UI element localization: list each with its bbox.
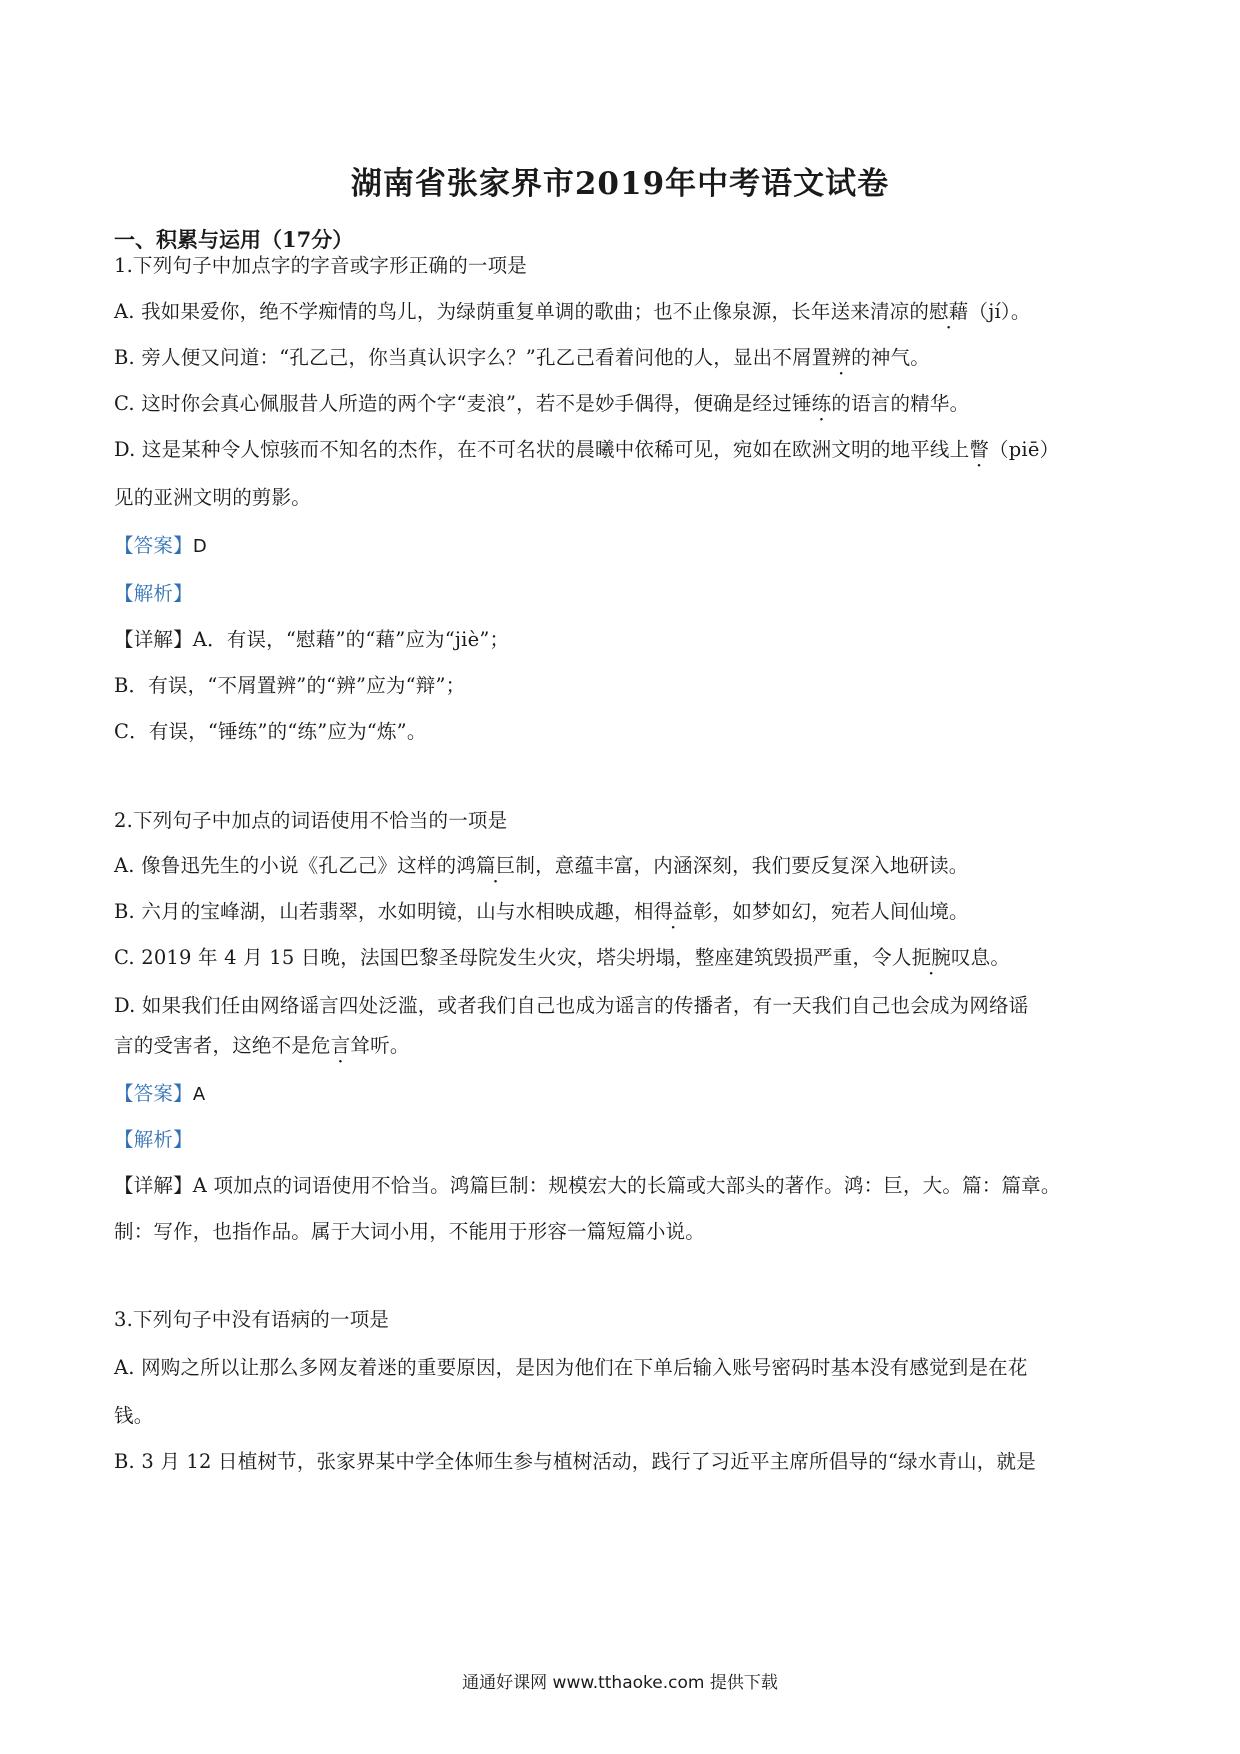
question-1-stem: 1.下列句子中加点字的字音或字形正确的一项是 [114,254,528,277]
question-2-option-d-continued: 言的受害者，这绝不是危言耸听。 [114,1034,410,1057]
question-1-option-d: D. 这是某种令人惊骇而不知名的杰作，在不可名状的晨曦中依稀可见，宛如在欧洲文明的地平线上瞥（piē） [114,438,1060,461]
dotted-text: 鸿篇巨制 [456,854,536,877]
question-3-stem: 3.下列句子中没有语病的一项是 [114,1308,390,1331]
dotted-text: 辨 [831,346,852,369]
question-1-option-d-continued: 见的亚洲文明的剪影。 [114,486,312,509]
question-2-option-c: C. 2019 年 4 月 15 日晚，法国巴黎圣母院发生火灾，塔尖坍塌，整座建筑毁损严重，令人扼腕叹息。 [114,946,1011,969]
dotted-text: 扼腕 [911,946,951,969]
analysis-label: 【解析】 [114,1128,193,1151]
page-title: 湖南省张家界市2019年中考语文试卷 [350,166,890,202]
question-1-option-b: B. 旁人便又问道：“孔乙己，你当真认识字么？”孔乙己看着问他的人，显出不屑置辨的神气。 [114,346,930,369]
question-3-option-a-continued: 钱。 [114,1404,154,1427]
question-2-option-d: D. 如果我们任由网络谣言四处泛滥，或者我们自己也成为谣言的传播者，有一天我们自己也会成为网络谣 [114,994,1029,1017]
section-heading: 一、积累与运用（17分） [114,227,354,252]
question-2-option-a: A. 像鲁迅先生的小说《孔乙己》这样的鸿篇巨制，意蕴丰富，内涵深刻，我们要反复深入地研读。 [114,854,969,877]
dotted-text: 练 [811,392,832,415]
answer-label: 【答案】 [114,1082,193,1105]
question-3-option-a: A. 网购之所以让那么多网友着迷的重要原因，是因为他们在下单后输入账号密码时基本没有感觉到是在花 [114,1356,1028,1379]
answer-line [114,1078,205,1106]
dotted-text: 相得益彰 [633,900,713,923]
answer-value: A [192,1084,206,1105]
dotted-text: 瞥 [969,438,990,461]
footer-text: 通通好课网 www.tthaoke.com 提供下载 [462,1673,778,1693]
question-1-option-c: C. 这时你会真心佩服昔人所造的两个字“麦浪”，若不是妙手偶得，便确是经过锤练的语言的精华。 [114,392,970,415]
question-2-stem: 2.下列句子中加点的词语使用不恰当的一项是 [114,809,508,832]
dotted-text: 危言耸 [311,1034,371,1057]
analysis-label: 【解析】 [114,582,193,605]
dotted-text: 慰藉 [929,300,969,323]
question-1-option-a: A. 我如果爱你，绝不学痴情的鸟儿，为绿荫重复单调的歌曲；也不止像泉源，长年送来清凉的慰藉（jí）。 [114,300,1031,323]
detail-text: 制：写作，也指作品。属于大词小用，不能用于形容一篇短篇小说。 [114,1220,706,1243]
question-2-option-b: B. 六月的宝峰湖，山若翡翠，水如明镜，山与水相映成趣，相得益彰，如梦如幻，宛若人间仙境。 [114,900,969,923]
answer-value: D [192,536,207,557]
detail-text: 【详解】A 项加点的词语使用不恰当。鸿篇巨制：规模宏大的长篇或大部头的著作。鸿：巨，大。篇：篇章。 [114,1174,1061,1197]
detail-text: B．有误，“不屑置辨”的“辨”应为“辩”； [114,674,466,697]
answer-label: 【答案】 [114,534,193,557]
answer-line [114,530,207,558]
detail-text: C．有误，“锤练”的“练”应为“炼”。 [114,720,427,743]
detail-text: 【详解】A．有误，“慰藉”的“藉”应为“jiè”； [114,628,510,651]
question-3-option-b: B. 3 月 12 日植树节，张家界某中学全体师生参与植树活动，践行了习近平主席所倡导的“绿水青山，就是 [114,1450,1036,1473]
